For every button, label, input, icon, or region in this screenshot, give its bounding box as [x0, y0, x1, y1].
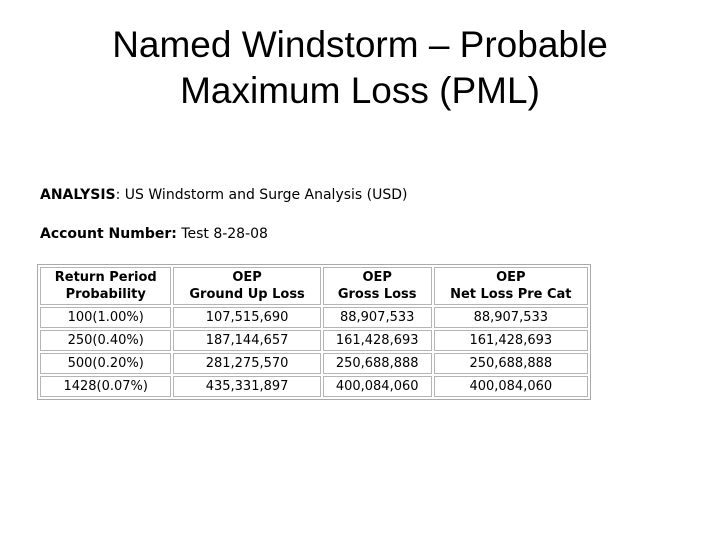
table-cell: 100(1.00%): [40, 307, 171, 328]
header-line: Return Period: [54, 270, 157, 285]
table-cell: 281,275,570: [173, 353, 320, 374]
analysis-label: ANALYSIS: [40, 187, 116, 203]
header-line: Ground Up Loss: [189, 287, 305, 302]
table-header-row: [40, 267, 588, 305]
header-oep-gross-loss: [323, 267, 432, 305]
table-cell: 161,428,693: [323, 330, 432, 351]
table-cell: 435,331,897: [173, 376, 320, 397]
header-line: OEP: [362, 270, 392, 285]
pml-results-table: [37, 264, 591, 400]
table-cell: 161,428,693: [434, 330, 588, 351]
table-cell: 88,907,533: [323, 307, 432, 328]
table-cell: 400,084,060: [434, 376, 588, 397]
table-row: [40, 330, 588, 351]
header-line: OEP: [496, 270, 526, 285]
analysis-value: : US Windstorm and Surge Analysis (USD): [115, 187, 408, 203]
table-cell: 187,144,657: [173, 330, 320, 351]
header-return-period: [40, 267, 171, 305]
slide-title: [0, 22, 720, 114]
table-cell: 500(0.20%): [40, 353, 171, 374]
header-line: OEP: [232, 270, 262, 285]
table-cell: 250,688,888: [323, 353, 432, 374]
table-cell: 400,084,060: [323, 376, 432, 397]
account-label: Account Number:: [40, 226, 177, 242]
title-line-2: Maximum Loss (PML): [180, 70, 540, 111]
account-line: [40, 226, 268, 242]
table-cell: 107,515,690: [173, 307, 320, 328]
table-row: [40, 307, 588, 328]
table-cell: 1428(0.07%): [40, 376, 171, 397]
analysis-line: [40, 187, 408, 203]
header-line: Net Loss Pre Cat: [450, 287, 572, 302]
header-line: Gross Loss: [337, 287, 417, 302]
header-line: Probability: [65, 287, 146, 302]
header-oep-ground-up-loss: [173, 267, 320, 305]
table-row: [40, 376, 588, 397]
table-row: [40, 353, 588, 374]
title-line-1: Named Windstorm – Probable: [112, 24, 608, 65]
table-cell: 88,907,533: [434, 307, 588, 328]
header-oep-net-loss-pre-cat: [434, 267, 588, 305]
table-cell: 250(0.40%): [40, 330, 171, 351]
account-value: Test 8-28-08: [176, 226, 268, 242]
table-cell: 250,688,888: [434, 353, 588, 374]
